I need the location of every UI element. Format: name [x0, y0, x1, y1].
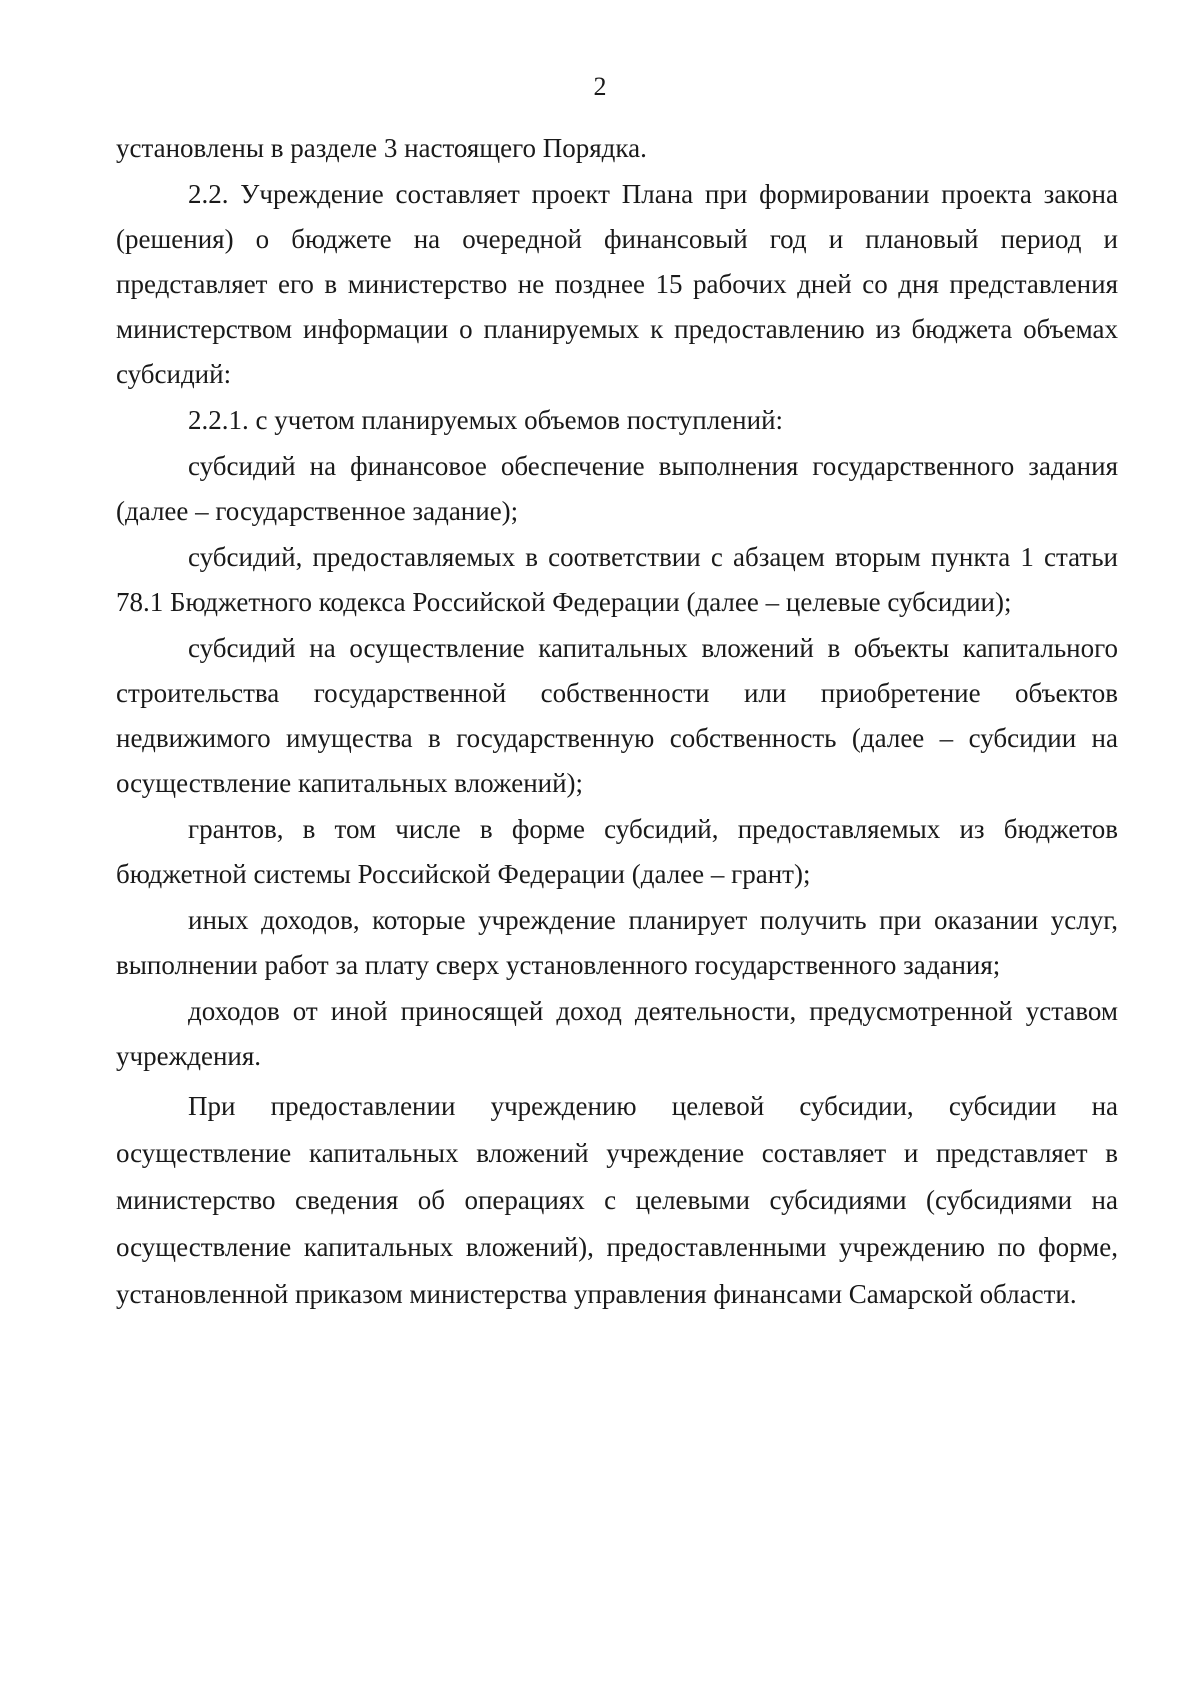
paragraph-continuation: установлены в разделе 3 настоящего Порядка. [116, 133, 647, 163]
paragraph-capital-investment-subsidy: субсидий на осуществление капитальных вложений в объекты капитального строительства государственной собственности или приобретение объектов недвижимого имущества в государственную собственность (далее – субсидии на осуществление капитальных вложений); [116, 633, 1118, 798]
paragraph-2-2: 2.2. Учреждение составляет проект Плана при формировании проекта закона (решения) о бюджете на очередной финансовый год и плановый период и представляет его в министерство не позднее 15 рабочих дней со дня представления министерством информации о планируемых к предоставлению из бюджета объемах субсидий: [116, 179, 1118, 389]
paragraph-state-task-subsidy: субсидий на финансовое обеспечение выполнения государственного задания (далее – государственное задание); [116, 451, 1118, 526]
paragraph-target-subsidy: субсидий, предоставляемых в соответствии с абзацем вторым пункта 1 статьи 78.1 Бюджетного кодекса Российской Федерации (далее – целевые субсидии); [116, 542, 1118, 617]
paragraph-subsidy-operations: При предоставлении учреждению целевой субсидии, субсидии на осуществление капитальных вложений учреждение составляет и представляет в министерство сведения об операциях с целевыми субсидиями (субсидиями на осуществление капитальных вложений), предоставленными учреждению по форме, установленной приказом министерства управления финансами Самарской области. [116, 1091, 1118, 1309]
paragraph-grants: грантов, в том числе в форме субсидий, предоставляемых из бюджетов бюджетной системы Российской Федерации (далее – грант); [116, 814, 1118, 889]
paragraph-2-2-1: 2.2.1. с учетом планируемых объемов поступлений: [188, 405, 784, 435]
document-body [116, 126, 1118, 1319]
paragraph-income-generating-activity: доходов от иной приносящей доход деятельности, предусмотренной уставом учреждения. [116, 996, 1118, 1071]
paragraph-other-income: иных доходов, которые учреждение планирует получить при оказании услуг, выполнении работ за плату сверх установленного государственного задания; [116, 905, 1118, 980]
page-number: 2 [593, 72, 607, 101]
